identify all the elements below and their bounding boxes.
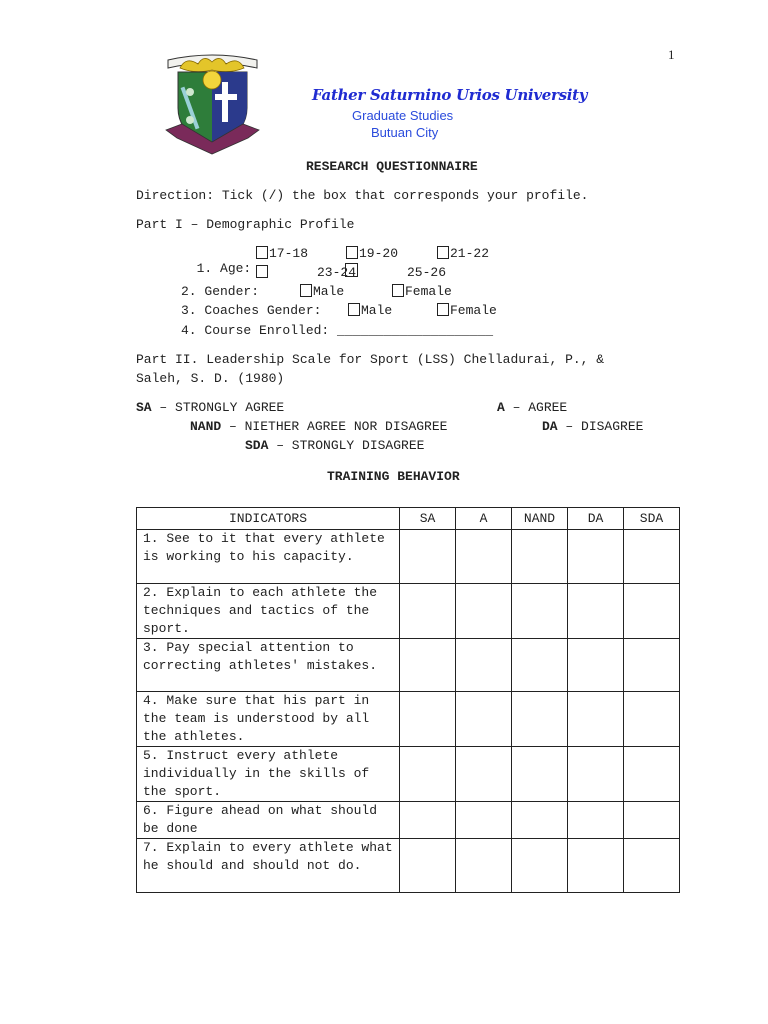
rating-cell-da[interactable] xyxy=(568,639,624,692)
university-seal-logo xyxy=(160,46,265,156)
table-row xyxy=(137,530,680,584)
rating-cell-sda[interactable] xyxy=(624,839,680,893)
gender-checkbox-male[interactable] xyxy=(300,284,312,297)
university-name: Father Saturnino Urios University xyxy=(312,86,588,104)
age-checkbox-extra[interactable] xyxy=(256,265,269,280)
age-checkbox-23-24[interactable] xyxy=(256,265,268,278)
coach-gender-checkbox-male[interactable] xyxy=(348,303,360,316)
rating-cell-da[interactable] xyxy=(568,692,624,747)
column-header: INDICATORS xyxy=(137,508,400,530)
age-option-25-26: 25-26 xyxy=(407,265,447,280)
table-row xyxy=(137,839,680,893)
rating-cell-sda[interactable] xyxy=(624,584,680,639)
age-option-21-22[interactable]: 21-22 xyxy=(437,246,489,261)
rating-cell-sda[interactable] xyxy=(624,747,680,802)
age-option-17-18[interactable]: 17-18 xyxy=(256,246,308,261)
rating-cell-da[interactable] xyxy=(568,747,624,802)
column-header: SA xyxy=(400,508,456,530)
rating-cell-sa[interactable] xyxy=(400,747,456,802)
table-header-row xyxy=(137,508,680,530)
rating-cell-sa[interactable] xyxy=(400,530,456,584)
coach-gender-question-label: 3. Coaches Gender: xyxy=(181,303,322,318)
rating-cell-da[interactable] xyxy=(568,839,624,893)
legend-sa: SA – STRONGLY AGREE xyxy=(136,400,285,415)
rating-cell-da[interactable] xyxy=(568,802,624,839)
department-name: Graduate Studies xyxy=(352,108,454,123)
part1-heading: Part I – Demographic Profile xyxy=(136,217,355,232)
indicator-cell: 5. Instruct every athlete individually in the skills of the sport. xyxy=(137,747,400,802)
legend-nand: NAND – NIETHER AGREE NOR DISAGREE xyxy=(190,419,448,434)
rating-cell-sa[interactable] xyxy=(400,692,456,747)
course-question: 4. Course Enrolled: ____________________ xyxy=(181,323,494,338)
rating-cell-da[interactable] xyxy=(568,584,624,639)
rating-cell-nand[interactable] xyxy=(512,747,568,802)
age-checkbox-21-22[interactable] xyxy=(437,246,449,259)
direction-text: Direction: Tick (/) the box that corresponds your profile. xyxy=(136,188,589,203)
column-header: DA xyxy=(568,508,624,530)
table-row xyxy=(137,584,680,639)
gender-checkbox-female[interactable] xyxy=(392,284,404,297)
table-row xyxy=(137,639,680,692)
course-blank-field[interactable]: ____________________ xyxy=(337,323,494,338)
age-question-label: 1. Age: xyxy=(196,261,252,276)
part2-heading-line1: Part II. Leadership Scale for Sport (LSS) Chelladurai, P., & xyxy=(136,352,605,367)
rating-cell-a[interactable] xyxy=(456,530,512,584)
rating-cell-a[interactable] xyxy=(456,584,512,639)
rating-cell-a[interactable] xyxy=(456,839,512,893)
rating-cell-sda[interactable] xyxy=(624,530,680,584)
indicator-cell: 2. Explain to each athlete the techniques and tactics of the sport. xyxy=(137,584,400,639)
coach-gender-option-female[interactable]: Female xyxy=(437,303,497,318)
legend-da: DA – DISAGREE xyxy=(542,419,644,434)
table-row xyxy=(137,747,680,802)
rating-cell-sa[interactable] xyxy=(400,639,456,692)
city-name: Butuan City xyxy=(371,125,439,140)
rating-cell-sda[interactable] xyxy=(624,692,680,747)
rating-cell-a[interactable] xyxy=(456,692,512,747)
rating-cell-nand[interactable] xyxy=(512,530,568,584)
column-header: SDA xyxy=(624,508,680,530)
age-checkbox-17-18[interactable] xyxy=(256,246,268,259)
rating-cell-nand[interactable] xyxy=(512,802,568,839)
age-checkbox-19-20[interactable] xyxy=(346,246,358,259)
rating-cell-sa[interactable] xyxy=(400,839,456,893)
indicator-cell: 7. Explain to every athlete what he should and should not do. xyxy=(137,839,400,893)
rating-cell-nand[interactable] xyxy=(512,639,568,692)
indicator-cell: 6. Figure ahead on what should be done xyxy=(137,802,400,839)
rating-cell-a[interactable] xyxy=(456,639,512,692)
rating-cell-nand[interactable] xyxy=(512,692,568,747)
age-checkbox-overlay[interactable] xyxy=(345,263,358,277)
coach-gender-checkbox-female[interactable] xyxy=(437,303,449,316)
age-option-23-24: 23-24 xyxy=(317,265,357,280)
section-title: TRAINING BEHAVIOR xyxy=(327,469,460,484)
rating-cell-da[interactable] xyxy=(568,530,624,584)
indicator-cell: 4. Make sure that his part in the team is understood by all the athletes. xyxy=(137,692,400,747)
table-row xyxy=(137,692,680,747)
rating-cell-a[interactable] xyxy=(456,802,512,839)
age-option-19-20[interactable]: 19-20 xyxy=(346,246,398,261)
rating-cell-sa[interactable] xyxy=(400,802,456,839)
rating-cell-nand[interactable] xyxy=(512,839,568,893)
part2-heading-line2: Saleh, S. D. (1980) xyxy=(136,371,285,386)
column-header: A xyxy=(456,508,512,530)
rating-cell-sda[interactable] xyxy=(624,639,680,692)
indicator-cell: 1. See to it that every athlete is working to his capacity. xyxy=(137,530,400,584)
rating-cell-nand[interactable] xyxy=(512,584,568,639)
rating-cell-sa[interactable] xyxy=(400,584,456,639)
document-title: RESEARCH QUESTIONNAIRE xyxy=(306,159,478,174)
gender-question-label: 2. Gender: xyxy=(181,284,260,299)
page-number: 1 xyxy=(668,47,675,62)
indicator-cell: 3. Pay special attention to correcting athletes' mistakes. xyxy=(137,639,400,692)
rating-cell-a[interactable] xyxy=(456,747,512,802)
coach-gender-option-male[interactable]: Male xyxy=(348,303,392,318)
legend-a: A – AGREE xyxy=(497,400,568,415)
column-header: NAND xyxy=(512,508,568,530)
table-row xyxy=(137,802,680,839)
gender-option-female[interactable]: Female xyxy=(392,284,452,299)
training-behavior-table xyxy=(136,507,680,893)
gender-option-male[interactable]: Male xyxy=(300,284,344,299)
rating-cell-sda[interactable] xyxy=(624,802,680,839)
legend-sda: SDA – STRONGLY DISAGREE xyxy=(245,438,425,453)
